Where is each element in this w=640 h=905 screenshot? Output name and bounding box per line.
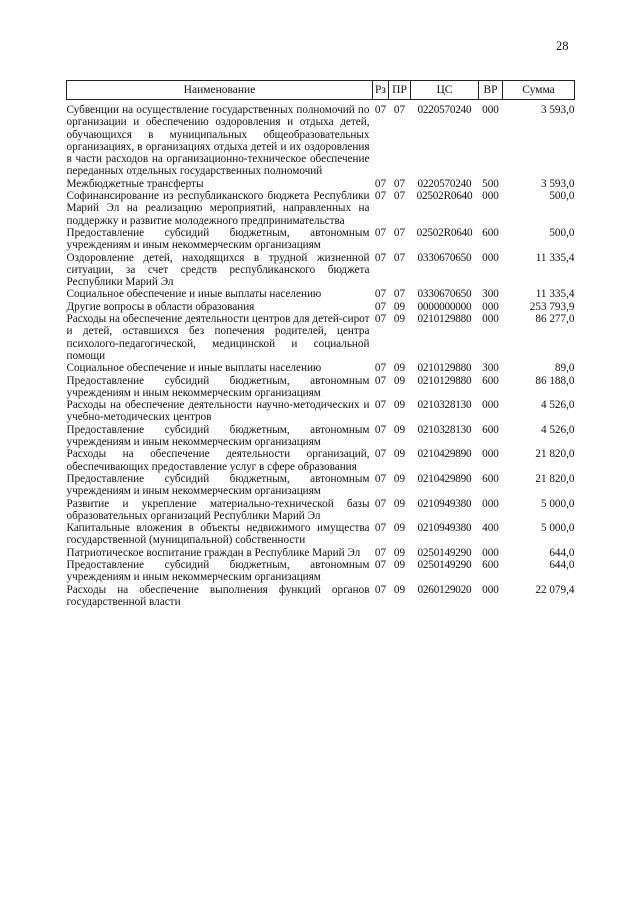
- row-pr-cell: 09: [393, 423, 406, 436]
- row-rz-cell: 07: [374, 583, 387, 596]
- table-header-row: [67, 81, 575, 100]
- row-name-cell: Другие вопросы в области образования: [66, 300, 255, 313]
- table-row: [67, 190, 575, 227]
- row-cs-cell: 0210949380: [417, 522, 472, 535]
- row-name-cell: Предоставление субсидий бюджетным, автономным учреждениям и иным некоммерческим организациям: [66, 226, 370, 252]
- table-row: [67, 313, 575, 362]
- row-pr-cell: 07: [393, 288, 406, 301]
- table-row: [67, 473, 575, 498]
- row-vr-cell: 500: [482, 177, 499, 190]
- table-row: [67, 547, 575, 559]
- row-pr-cell: 09: [393, 313, 406, 326]
- row-cs-cell: 0210949380: [417, 497, 472, 510]
- row-name-cell: Социальное обеспечение и иные выплаты населению: [66, 288, 322, 301]
- row-cs-cell: 0210429890: [417, 448, 472, 461]
- row-vr-cell: 300: [482, 288, 499, 301]
- row-sum-cell: 21 820,0: [535, 448, 575, 461]
- column-header-rz: Рз: [373, 81, 389, 100]
- row-cs-cell: 0210129880: [417, 313, 472, 326]
- row-rz-cell: 07: [374, 362, 387, 375]
- row-pr-cell: 07: [393, 177, 406, 190]
- row-vr-cell: 600: [482, 423, 499, 436]
- row-vr-cell: 000: [482, 546, 499, 559]
- row-vr-cell: 000: [482, 399, 499, 412]
- column-header-name: Наименование: [67, 81, 373, 100]
- row-rz-cell: 07: [374, 300, 387, 313]
- table-row: [67, 301, 575, 313]
- row-sum-cell: 500,0: [549, 190, 575, 203]
- row-sum-cell: 89,0: [554, 362, 575, 375]
- table-row: [67, 448, 575, 473]
- table-row: [67, 399, 575, 424]
- table-row: [67, 498, 575, 523]
- row-rz-cell: 07: [374, 558, 387, 571]
- table-row: [67, 584, 575, 609]
- row-cs-cell: 0210328130: [417, 399, 472, 412]
- row-sum-cell: 11 335,4: [535, 288, 575, 301]
- row-vr-cell: 300: [482, 362, 499, 375]
- table-row: [67, 522, 575, 547]
- row-rz-cell: 07: [374, 472, 387, 485]
- row-name-cell: Патриотическое воспитание граждан в Республике Марий Эл: [66, 546, 361, 559]
- column-header-pr: ПР: [389, 81, 411, 100]
- row-sum-cell: 5 000,0: [540, 497, 575, 510]
- row-name-cell: Субвенции на осуществление государственных полномочий по организации и обеспечению оздоровления и отдыха детей, обучающихся в муниципальных общеобразовательных организациях, в организациях отдыха детей и их оздоровления в части расходов на организационно-техническое обеспечение переданных отдельных государственных полномочий: [66, 104, 370, 178]
- row-pr-cell: 09: [393, 399, 406, 412]
- row-vr-cell: 000: [482, 251, 499, 264]
- row-pr-cell: 09: [393, 558, 406, 571]
- row-vr-cell: 600: [482, 374, 499, 387]
- row-name-cell: Расходы на обеспечение деятельности центров для детей-сирот и детей, оставшихся без попечения родителей, центра психолого-педагогической, медицинской и социальной помощи: [66, 313, 370, 362]
- table-row: [67, 424, 575, 449]
- row-cs-cell: 0330670650: [417, 288, 472, 301]
- row-rz-cell: 07: [374, 423, 387, 436]
- row-cs-cell: 0260129020: [417, 583, 472, 596]
- row-cs-cell: 0330670650: [417, 251, 472, 264]
- row-rz-cell: 07: [374, 448, 387, 461]
- row-vr-cell: 600: [482, 472, 499, 485]
- row-vr-cell: 000: [482, 313, 499, 326]
- row-sum-cell: 22 079,4: [535, 583, 575, 596]
- row-pr-cell: 09: [393, 362, 406, 375]
- row-cs-cell: 0220570240: [417, 177, 472, 190]
- row-pr-cell: 09: [393, 497, 406, 510]
- row-name-cell: Развитие и укрепление материально-технической базы образовательных организаций Республики Марий Эл: [66, 497, 370, 522]
- row-rz-cell: 07: [374, 177, 387, 190]
- row-rz-cell: 07: [374, 251, 387, 264]
- row-pr-cell: 09: [393, 300, 406, 313]
- page-number: 28: [556, 39, 569, 53]
- row-sum-cell: 644,0: [549, 558, 575, 571]
- row-name-cell: Расходы на обеспечение деятельности организаций, обеспечивающих предоставление услуг в сфере образования: [66, 448, 370, 473]
- row-sum-cell: 86 277,0: [535, 313, 575, 326]
- row-sum-cell: 21 820,0: [535, 472, 575, 485]
- row-pr-cell: 07: [393, 190, 406, 203]
- row-vr-cell: 000: [482, 190, 499, 203]
- row-rz-cell: 07: [374, 546, 387, 559]
- row-name-cell: Оздоровление детей, находящихся в трудной жизненной ситуации, за счет средств республиканского бюджета Республики Марий Эл: [66, 251, 370, 289]
- row-name-cell: Расходы на обеспечение выполнения функций органов государственной власти: [66, 583, 370, 608]
- row-vr-cell: 000: [482, 583, 499, 596]
- row-name-cell: Предоставление субсидий бюджетным, автономным учреждениям и иным некоммерческим организациям: [66, 423, 370, 449]
- row-vr-cell: 400: [482, 522, 499, 535]
- row-pr-cell: 09: [393, 522, 406, 535]
- table-body: [67, 100, 575, 609]
- row-cs-cell: 02502R0640: [416, 226, 473, 239]
- row-cs-cell: 0210129880: [417, 374, 472, 387]
- row-sum-cell: 644,0: [549, 546, 575, 559]
- row-sum-cell: 11 335,4: [535, 251, 575, 264]
- row-rz-cell: 07: [374, 399, 387, 412]
- row-vr-cell: 000: [482, 497, 499, 510]
- table-row: [67, 227, 575, 252]
- row-cs-cell: 0250149290: [417, 546, 472, 559]
- row-name-cell: Расходы на обеспечение деятельности научно-методических и учебно-методических центров: [66, 399, 370, 424]
- row-rz-cell: 07: [374, 190, 387, 203]
- row-vr-cell: 600: [482, 558, 499, 571]
- row-vr-cell: 000: [482, 448, 499, 461]
- row-cs-cell: 0000000000: [417, 300, 472, 313]
- row-name-cell: Межбюджетные трансферты: [66, 177, 204, 190]
- row-rz-cell: 07: [374, 288, 387, 301]
- row-cs-cell: 0210129880: [417, 362, 472, 375]
- row-cs-cell: 0250149290: [417, 558, 472, 571]
- row-sum-cell: 5 000,0: [540, 522, 575, 535]
- row-cs-cell: 0210429890: [417, 472, 472, 485]
- row-pr-cell: 09: [393, 374, 406, 387]
- column-header-cs: ЦС: [411, 81, 479, 100]
- row-rz-cell: 07: [374, 104, 387, 116]
- table-row: [67, 362, 575, 374]
- column-header-vr: ВР: [479, 81, 503, 100]
- budget-table: [66, 80, 575, 608]
- row-sum-cell: 4 526,0: [540, 423, 575, 436]
- row-sum-cell: 3 593,0: [540, 177, 575, 190]
- row-sum-cell: 500,0: [549, 226, 575, 239]
- row-cs-cell: 0220570240: [417, 104, 472, 116]
- row-rz-cell: 07: [374, 313, 387, 326]
- column-header-sum: Сумма: [503, 81, 575, 100]
- table-row: [67, 559, 575, 584]
- row-pr-cell: 09: [393, 448, 406, 461]
- row-pr-cell: 07: [393, 104, 406, 116]
- row-name-cell: Капитальные вложения в объекты недвижимого имущества государственной (муниципальной) собственности: [66, 522, 370, 547]
- table-row: [67, 252, 575, 289]
- row-cs-cell: 02502R0640: [416, 190, 473, 203]
- row-sum-cell: 86 188,0: [535, 374, 575, 387]
- row-name-cell: Предоставление субсидий бюджетным, автономным учреждениям и иным некоммерческим организациям: [66, 374, 370, 399]
- table-row: [67, 100, 575, 178]
- row-vr-cell: 000: [482, 104, 499, 116]
- row-sum-cell: 4 526,0: [540, 399, 575, 412]
- row-rz-cell: 07: [374, 226, 387, 239]
- row-pr-cell: 07: [393, 251, 406, 264]
- row-vr-cell: 000: [482, 300, 499, 313]
- row-rz-cell: 07: [374, 522, 387, 535]
- table-row: [67, 288, 575, 300]
- row-cs-cell: 0210328130: [417, 423, 472, 436]
- table-row: [67, 178, 575, 190]
- row-pr-cell: 09: [393, 546, 406, 559]
- row-name-cell: Предоставление субсидий бюджетным, автономным учреждениям и иным некоммерческим организациям: [66, 558, 370, 584]
- row-pr-cell: 07: [393, 226, 406, 239]
- row-name-cell: Социальное обеспечение и иные выплаты населению: [66, 362, 322, 375]
- table-row: [67, 375, 575, 400]
- row-name-cell: Предоставление субсидий бюджетным, автономным учреждениям и иным некоммерческим организациям: [66, 472, 370, 498]
- row-rz-cell: 07: [374, 374, 387, 387]
- row-pr-cell: 09: [393, 583, 406, 596]
- row-vr-cell: 600: [482, 226, 499, 239]
- row-sum-cell: 3 593,0: [540, 104, 575, 116]
- row-pr-cell: 09: [393, 472, 406, 485]
- row-name-cell: Софинансирование из республиканского бюджета Республики Марий Эл на реализацию мероприятий, направленных на поддержку и развитие молодежного предпринимательства: [66, 190, 370, 227]
- row-sum-cell: 253 793,9: [529, 300, 575, 313]
- row-rz-cell: 07: [374, 497, 387, 510]
